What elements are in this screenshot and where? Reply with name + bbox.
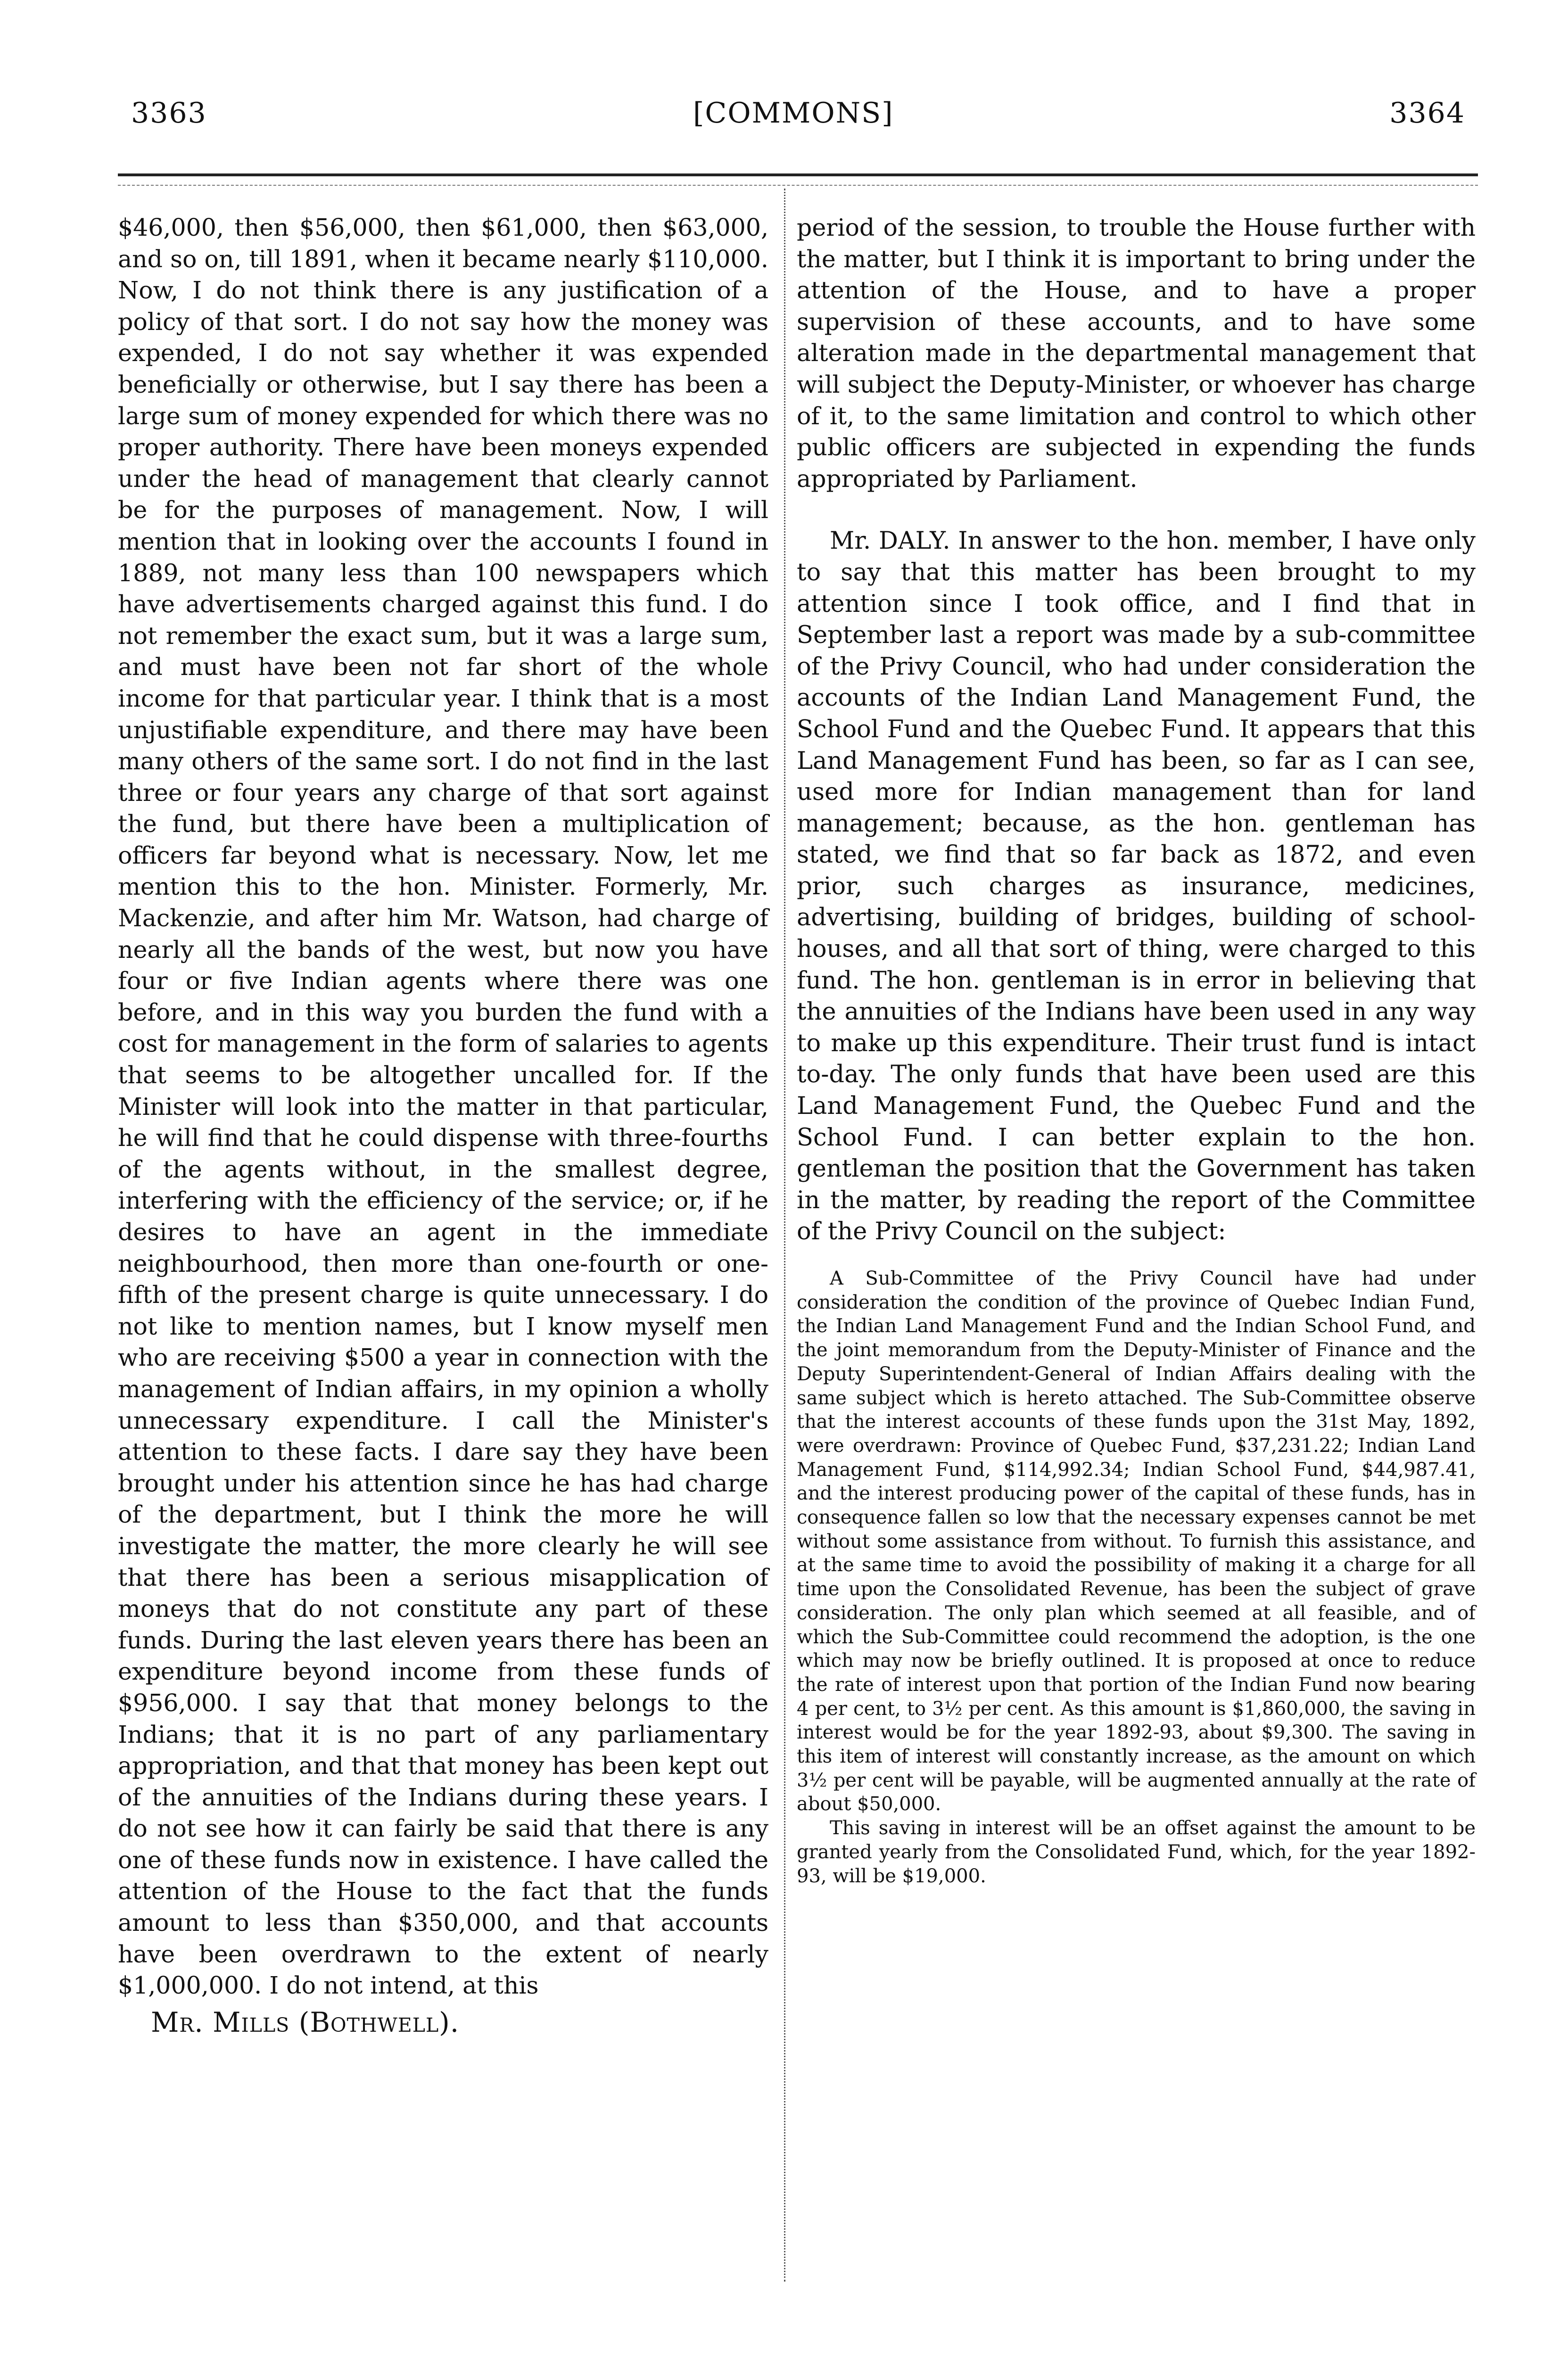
quote-gap [797,1248,1476,1267]
left-column-paragraph: $46,000, then $56,000, then $61,000, then $63,000, and so on, till 1891, when it became nearly $110,000. Now, I do not think there is any justification of a policy of that sort. I do not say how the money was expended, I do not say whether it was expended beneficially or otherwise, but I say there has been a large sum of money expended for which there was no proper authority. There have been moneys expended under the head of management that clearly cannot be for the purposes of management. Now, I will mention that in looking over the accounts I found in 1889, not many less than 100 newspapers which have advertisements charged against this fund. I do not remember the exact sum, but it was a large sum, and must have been not far short of the whole income for that particular year. I think that is a most unjustifiable expenditure, and there may have been many others of the same sort. I do not find in the last three or four years any charge of that sort against the fund, but there have been a multiplication of officers far beyond what is necessary. Now, let me mention this to the hon. Minister. Formerly, Mr. Mackenzie, and after him Mr. Watson, had charge of nearly all the bands of the west, but now you have four or five Indian agents where there was one before, and in this way you burden the fund with a cost for management in the form of salaries to agents that seems to be altogether uncalled for. If the Minister will look into the matter in that particular, he will find that he could dispense with three-fourths of the agents without, in the smallest degree, interfering with the efficiency of the service; or, if he desires to have an agent in the immediate neighbourhood, then more than one-fourth or one-fifth of the present charge is quite unnecessary. I do not like to mention names, but I know myself men who are receiving $500 a year in connection with the management of Indian affairs, in my opinion a wholly unnecessary expenditure. I call the Minister's attention to these facts. I dare say they have been brought under his attention since he has had charge of the department, but I think the more he will investigate the matter, the more clearly he will see that there has been a serious misapplication of moneys that do not constitute any part of these funds. During the last eleven years there has been an expenditure beyond income from these funds of $956,000. I say that that money belongs to the Indians; that it is no part of any parliamentary appropriation, and that that money has been kept out of the annuities of the Indians during these years. I do not see how it can fairly be said that there is any one of these funds now in existence. I have called the attention of the House to the fact that the funds amount to less than $350,000, and that accounts have been overdrawn to the extent of nearly $1,000,000. I do not intend, at this [118,214,768,2000]
right-page-number: 3364 [1389,97,1465,130]
column-divider [784,189,785,2282]
header-rule-secondary [118,185,1478,186]
quoted-report-paragraph-1: A Sub-Committee of the Privy Council have had under consideration the condition of the province of Quebec Indian Fund, the Indian Land Management Fund and the Indian School Fund, and the joint memorandum from the Deputy-Minister of Finance and the Deputy Superintendent-General of Indian Affairs dealing with the same subject which is hereto attached. The Sub-Committee observe that the interest accounts of these funds upon the 31st May, 1892, were overdrawn: Province of Quebec Fund, $37,231.22; Indian Land Management Fund, $114,992.34; Indian School Fund, $44,987.41, and the interest producing power of the capital of these funds, has in consequence fallen so low that the necessary expenses cannot be met without some assistance from without. To furnish this assistance, and at the same time to avoid the possibility of making it a charge for all time upon the Consolidated Revenue, has been the subject of grave consideration. The only plan which seemed at all feasible, and of which the Sub-Committee could recommend the adoption, is the one which may now be briefly outlined. It is proposed at once to reduce the rate of interest upon that portion of the Indian Fund now bearing 4 per cent, to 3½ per cent. As this amount is $1,860,000, the saving in interest would be for the year 1892-93, about $9,300. The saving in this item of interest will constantly increase, as the amount on which 3½ per cent will be payable, will be augmented annually at the rate of about $50,000. [797,1268,1476,1815]
left-page-number: 3363 [131,97,207,130]
right-column-continuation: period of the session, to trouble the House further with the matter, but I think it is important to bring under the attention of the House, and to have a proper supervision of these accounts, and to have some alteration made in the departmental management that will subject the Deputy-Minister, or whoever has charge of it, to the same limitation and control to which other public officers are subjected in expending the funds appropriated by Parliament. [797,214,1476,493]
quoted-report-paragraph-2: This saving in interest will be an offset against the amount to be granted yearly from the Consolidated Fund, which, for the year 1892-93, will be $19,000. [797,1817,1476,1887]
speech-text: In answer to the hon. member, I have only to say that this matter has been brought to my attention since I took office, and I find that in September last a report was made by a sub-committee of the Privy Council, who had under consideration the accounts of the Indian Land Management Fund, the School Fund and the Quebec Fund. It appears that this Land Management Fund has been, so far as I can see, used more for Indian management than for land management; because, as the hon. gentleman has stated, we find that so far back as 1872, and even prior, such charges as insurance, medicines, advertising, building of bridges, building of school-houses, and all that sort of thing, were charged to this fund. The hon. gentleman is in error in believing that the annuities of the Indians have been used in any way to make up this expenditure. Their trust fund is intact to-day. The only funds that have been used are this Land Management Fund, the Quebec Fund and the School Fund. I can better explain to the hon. gentleman the position that the Government has taken in the matter, by reading the report of the Committee of the Privy Council on the subject: [797,527,1476,1246]
header-rule [118,173,1478,176]
paragraph-gap [797,494,1476,526]
left-column [118,212,768,2038]
page-header-title: [COMMONS] [693,97,894,130]
daly-speech [797,526,1476,1248]
speaker-signature: Mr. Mills (Bothwell). [151,2006,460,2038]
right-column [797,212,1476,1888]
speaker-name: Mr. DALY. [830,527,950,555]
quoted-report [797,1267,1476,1888]
